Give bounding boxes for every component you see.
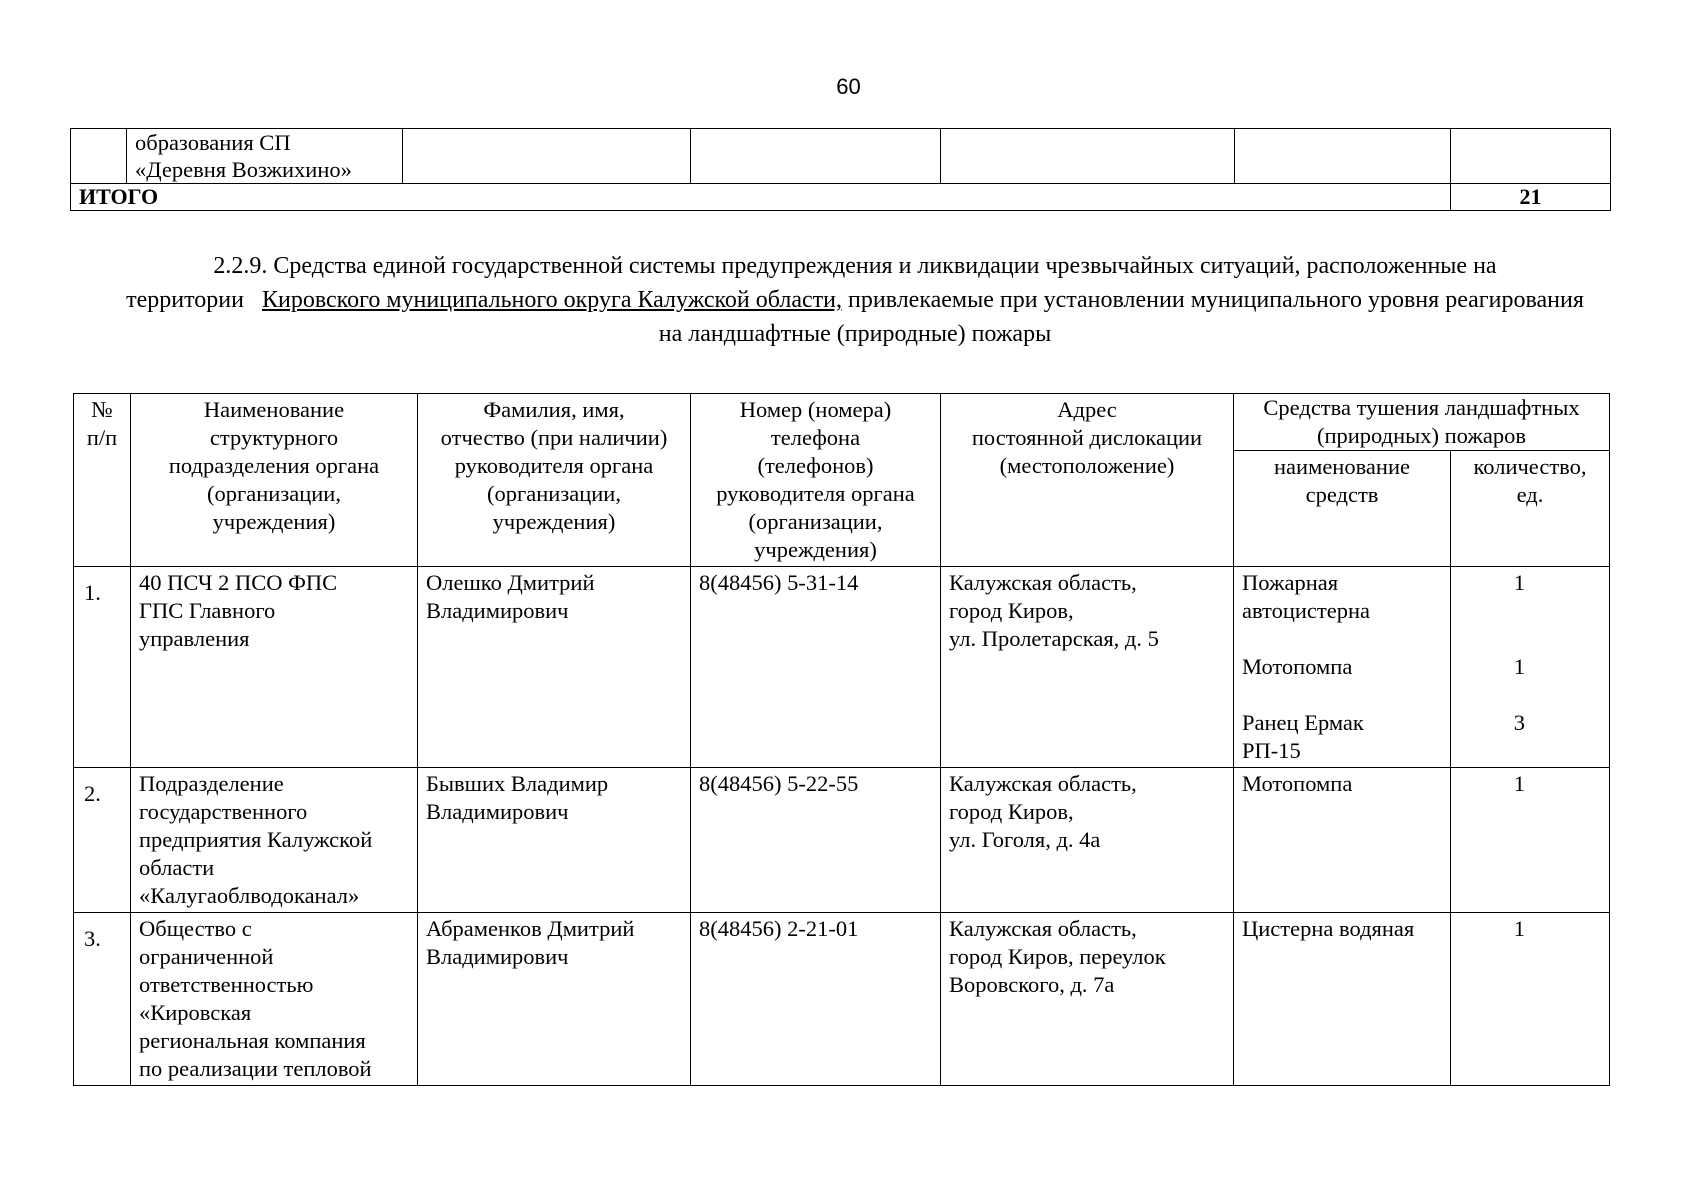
caption-underlined-text: Кировского муниципального округа Калужской области,: [261, 287, 842, 313]
table-cell: [941, 129, 1235, 184]
address: Калужская область, город Киров, переулок Воровского, д. 7а: [941, 913, 1234, 1086]
means-name: Пожарная автоцистерна Мотопомпа Ранец Ермак РП-15: [1234, 567, 1451, 768]
header-head: Фамилия, имя, отчество (при наличии) руководителя органа (организации, учреждения): [418, 394, 691, 567]
phone: 8(48456) 5-22-55: [691, 768, 941, 913]
table-cell: [1451, 129, 1611, 184]
means-qty: 1 1 3: [1451, 567, 1610, 768]
phone: 8(48456) 5-31-14: [691, 567, 941, 768]
total-row: [71, 184, 1611, 211]
address: Калужская область, город Киров, ул. Гоголя, д. 4а: [941, 768, 1234, 913]
emergency-means-table: [73, 393, 1610, 1086]
head-name: Абраменков Дмитрий Владимирович: [418, 913, 691, 1086]
row-text-line: «Деревня Возжихино»: [135, 157, 352, 182]
head-name: Бывших Владимир Владимирович: [418, 768, 691, 913]
address: Калужская область, город Киров, ул. Пролетарская, д. 5: [941, 567, 1234, 768]
header-means-name: наименование средств: [1234, 451, 1451, 567]
header-address: Адрес постоянной дислокации (местоположение): [941, 394, 1234, 567]
caption-text: привлекаемые при установлении муниципального уровня реагирования на ландшафтные (природные) пожары: [658, 287, 1584, 347]
table-row: [74, 913, 1610, 1086]
row-number: 2.: [74, 768, 131, 913]
header-no: № п/п: [74, 394, 131, 567]
page-number: 60: [836, 74, 861, 99]
table-row: [74, 768, 1610, 913]
table-cell: [403, 129, 691, 184]
row-number: 3.: [74, 913, 131, 1086]
table-row: [71, 129, 1611, 184]
table-cell: [1235, 129, 1451, 184]
org-name: Общество с ограниченной ответственностью «Кировская региональная компания по реализации тепловой: [131, 913, 418, 1086]
continuation-table: [70, 128, 1611, 211]
means-name: Мотопомпа: [1234, 768, 1451, 913]
table-cell: [71, 129, 127, 184]
header-means: Средства тушения ландшафтных (природных) пожаров: [1234, 394, 1610, 451]
org-name: Подразделение государственного предприятия Калужской области «Калугаоблводоканал»: [131, 768, 418, 913]
means-qty: 1: [1451, 768, 1610, 913]
header-name: Наименование структурного подразделения органа (организации, учреждения): [131, 394, 418, 567]
means-qty: 1: [1451, 913, 1610, 1086]
total-label: ИТОГО: [71, 184, 1451, 211]
means-name: Цистерна водяная: [1234, 913, 1451, 1086]
row-number: 1.: [74, 567, 131, 768]
row-text-line: образования СП: [135, 130, 291, 155]
section-caption: [115, 249, 1595, 351]
head-name: Олешко Дмитрий Владимирович: [418, 567, 691, 768]
phone: 8(48456) 2-21-01: [691, 913, 941, 1086]
header-row: [74, 394, 1610, 451]
total-value: 21: [1451, 184, 1611, 211]
table-row: [74, 567, 1610, 768]
caption-text: 2.2.9. Средства единой государственной системы предупреждения и ликвидации чрезвычайных ситуаций, расположенные на территории: [126, 253, 1497, 313]
org-name: 40 ПСЧ 2 ПСО ФПС ГПС Главного управления: [131, 567, 418, 768]
table-cell: [127, 129, 403, 184]
header-means-qty: количество, ед.: [1451, 451, 1610, 567]
header-phone: Номер (номера) телефона (телефонов) руководителя органа (организации, учреждения): [691, 394, 941, 567]
table-cell: [691, 129, 941, 184]
